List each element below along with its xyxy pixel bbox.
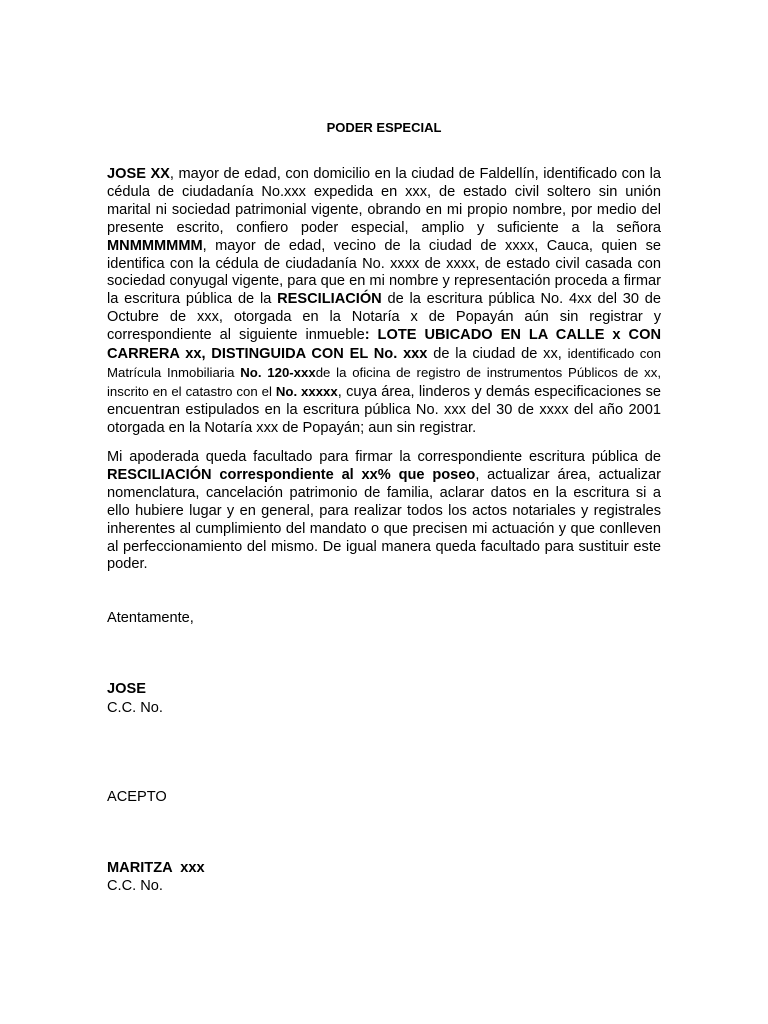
text-span: , cuya área, linderos y demás especificaciones se encuentran estipulados en la escritura pública No. xxx del 30 de xxxx del año 2001 otorgada en la Notaría xxx de Popayán; aun sin registrar. xyxy=(107,383,661,436)
small-text-span: identificado con Matrícula Inmobiliaria xyxy=(107,346,661,380)
bold-span: RESCILIACIÓN xyxy=(277,291,382,308)
paragraph-grant-of-power xyxy=(107,166,661,438)
accept-label: ACEPTO xyxy=(107,789,167,805)
text-span: , actualizar área, actualizar nomenclatura, cancelación patrimonio de familia, aclarar datos en la escritura si a ello hubiere lugar y en general, para realizar todos los actos notariales y registrales inherentes al cumplimiento del mandato o que precisen mi actuación y que conlleven al perfeccionamiento del mismo. De igual manera queda facultado para sustituir este poder. xyxy=(107,466,661,573)
text-span: de la ciudad de xx, xyxy=(427,346,568,363)
signer1-id-label: C.C. No. xyxy=(107,700,163,716)
attorney-name: MNMMMMMM xyxy=(107,237,203,254)
text-span: , mayor de edad, con domicilio en la ciudad de Faldellín, identificado con la cédula de ciudadanía No.xxx expedida en xxx, de estado civil soltero sin unión marital ni sociedad patrimonial vigente, obrando en mi propio nombre, por medio del presente escrito, confiero poder especial, amplio y suficiente a la señora xyxy=(107,166,661,236)
grantor-name: JOSE XX xyxy=(107,166,170,182)
signer2-id-label: C.C. No. xyxy=(107,878,163,894)
signer1-name: JOSE xyxy=(107,681,146,697)
bold-span: RESCILIACIÓN correspondiente al xx% que poseo xyxy=(107,466,476,483)
text-span: Mi apoderada queda facultado para firmar la correspondiente escritura pública de xyxy=(107,449,661,465)
paragraph-powers xyxy=(107,449,661,574)
registration-number: No. 120-xxx xyxy=(240,364,316,380)
small-text-span: de la oficina de registro de instrumentos Públicos de xx, inscrito en el catastro con el xyxy=(107,364,661,399)
cadastre-number: No. xxxxx xyxy=(275,383,338,399)
document-title: PODER ESPECIAL xyxy=(326,120,442,135)
closing-text: Atentamente, xyxy=(107,610,194,626)
property-description: : LOTE UBICADO EN LA CALLE x CON CARRERA xx, DISTINGUIDA CON EL No. xxx xyxy=(107,327,661,363)
signer2-name: MARITZA xxx xyxy=(107,860,205,876)
text-span: de la escritura pública No. 4xx del 30 de Octubre de xxx, otorgada en la Notaría x de Popayán aún sin registrar y correspondiente al siguiente inmueble xyxy=(107,291,661,344)
text-span: , mayor de edad, vecino de la ciudad de xxxx, Cauca, quien se identifica con la cédula de ciudadanía No. xxxx de xxxx, de estado civil casada con sociedad conyugal vigente, para que en mi nombre y representación proceda a firmar la escritura pública de la xyxy=(107,237,661,308)
